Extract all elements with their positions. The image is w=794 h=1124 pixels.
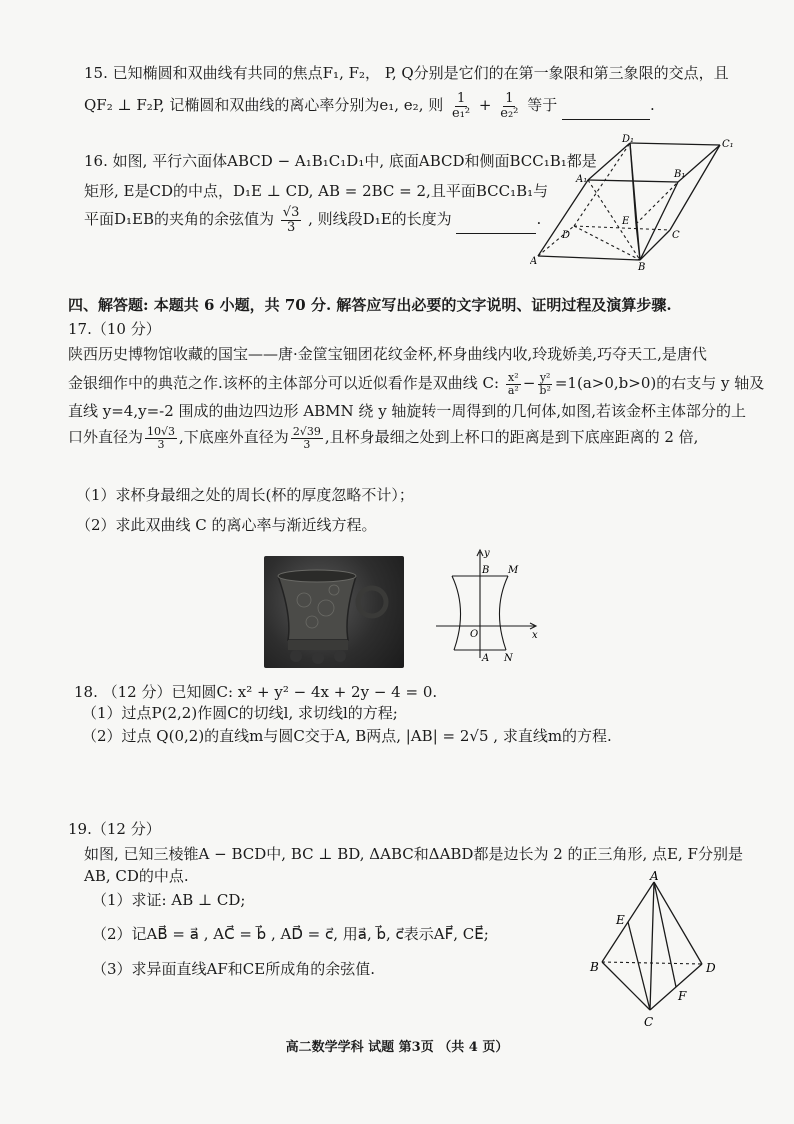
q17-label-M: M bbox=[508, 565, 519, 576]
q18-header: 18. （12 分）已知圆C: x² + y² − 4x + 2y − 4 = 0. bbox=[74, 683, 438, 701]
q19-label-C: C bbox=[644, 1015, 654, 1028]
q17-text-1: 陕西历史博物馆收藏的国宝——唐·金筐宝钿团花纹金杯,杯身曲线内收,玲珑娇美,巧夺天工,是唐代 bbox=[68, 345, 707, 363]
q17-label-B: B bbox=[482, 565, 490, 576]
q17-label-N: N bbox=[504, 653, 513, 662]
q19-label-B: B bbox=[590, 960, 599, 974]
q16-label-B: B bbox=[638, 262, 646, 272]
q17-eq-fraction-x: $\frac{\text{x²}}{\text{a²}}$ bbox=[507, 371, 519, 397]
q16-line3 bbox=[84, 206, 541, 234]
q17-label-A: A bbox=[482, 653, 490, 662]
q17-text-4a: 口外直径为 bbox=[68, 428, 144, 447]
q17-axis-x: x bbox=[532, 630, 538, 641]
q16-label-C1: C₁ bbox=[722, 139, 734, 150]
q17-eq-minus: − bbox=[522, 374, 536, 393]
q16-answer-blank[interactable] bbox=[456, 219, 536, 234]
q15-number: 15. bbox=[84, 64, 108, 82]
q17-text-2b: =1(a>0,b>0)的右支与 y 轴及 bbox=[554, 374, 765, 393]
q16-text-3a: 平面D₁EB的夹角的余弦值为 bbox=[84, 210, 275, 229]
page-footer: 高二数学学科 试题 第3页 （共 4 页） bbox=[285, 1040, 509, 1055]
q17-sub-1: （1）求杯身最细之处的周长(杯的厚度忽略不计）； bbox=[76, 486, 414, 504]
q17-lower-diameter: $\frac{2√39}{3}$ bbox=[292, 425, 321, 451]
q15-period: . bbox=[649, 96, 655, 115]
q17-axis-y: y bbox=[484, 548, 490, 559]
q19-sub-1: （1）求证: AB ⊥ CD; bbox=[92, 891, 246, 909]
q16-text-1: 如图, 平行六面体ABCD − A₁B₁C₁D₁中, 底面ABCD和侧面BCC₁B₁都是 bbox=[112, 152, 597, 170]
q15-text-2b: 等于 bbox=[527, 96, 558, 115]
q16-label-B1: B₁ bbox=[674, 169, 686, 180]
q16-label-E: E bbox=[622, 216, 630, 227]
q19-label-F: F bbox=[678, 989, 687, 1003]
q17-eq-fraction-y: $\frac{\text{y²}}{\text{b²}}$ bbox=[539, 371, 551, 397]
q15-fraction-1: $\frac{1}{\text{e₁²}}$ bbox=[452, 91, 471, 121]
q19-label-E: E bbox=[616, 913, 625, 927]
q16-number: 16. bbox=[84, 152, 108, 170]
q16-fraction: $\frac{√3}{3}$ bbox=[282, 205, 300, 235]
q16-period: . bbox=[536, 210, 542, 229]
q15-plus: + bbox=[478, 96, 492, 115]
q19-sub-3: （3）求异面直线AF和CE所成角的余弦值. bbox=[92, 960, 375, 978]
q17-header: 17.（10 分） bbox=[68, 320, 161, 338]
q17-cup-photo bbox=[264, 556, 404, 668]
q17-sub-2: （2）求此双曲线 C 的离心率与渐近线方程。 bbox=[76, 516, 377, 534]
q18-sub-2: （2）过点 Q(0,2)的直线m与圆C交于A, B两点, |AB| = 2√5 , 求直线m的方程. bbox=[82, 727, 612, 745]
q17-hyperbola-figure bbox=[432, 546, 544, 662]
q19-label-D: D bbox=[706, 961, 716, 975]
q19-tetrahedron-figure bbox=[586, 868, 728, 1028]
q15-answer-blank[interactable] bbox=[562, 105, 650, 120]
gold-cup-icon bbox=[264, 556, 404, 668]
q19-header: 19.（12 分） bbox=[68, 820, 161, 838]
q15-line2 bbox=[84, 92, 655, 120]
q16-label-A1: A₁ bbox=[576, 174, 588, 185]
q17-line2 bbox=[68, 372, 764, 396]
q17-label-O: O bbox=[470, 629, 479, 640]
q16-text-3b: , 则线段D₁E的长度为 bbox=[308, 210, 452, 229]
q17-text-2a: 金银细作中的典范之作.该杯的主体部分可以近似看作是双曲线 C: bbox=[68, 374, 500, 393]
q17-text-3: 直线 y=4,y=-2 围成的曲边四边形 ABMN 绕 y 轴旋转一周得到的几何体,如图,若该金杯主体部分的上 bbox=[68, 402, 746, 420]
q19-label-A: A bbox=[650, 869, 659, 883]
q15-text-1: 已知椭圆和双曲线有共同的焦点F₁, F₂， P, Q分别是它们的在第一象限和第三象限的交点，且 bbox=[112, 64, 729, 82]
q16-label-D: D bbox=[562, 230, 571, 241]
q17-text-4b: ,下底座外直径为 bbox=[179, 428, 289, 447]
q19-text-1: 如图, 已知三棱锥A − BCD中, BC ⊥ BD, ΔABC和ΔABD都是边长为 2 的正三角形, 点E, F分别是 bbox=[84, 845, 743, 863]
q18-sub-1: （1）过点P(2,2)作圆C的切线l, 求切线l的方程; bbox=[82, 704, 398, 722]
q16-label-D1: D₁ bbox=[622, 134, 635, 145]
q16-parallelepiped-figure bbox=[530, 132, 766, 272]
section-4-header: 四、解答题: 本题共 6 小题，共 70 分. 解答应写出必要的文字说明、证明过程及演算步骤. bbox=[68, 296, 672, 314]
q16-label-C: C bbox=[672, 230, 680, 241]
q15-line1 bbox=[84, 64, 729, 82]
q19-text-2: AB, CD的中点. bbox=[84, 867, 189, 885]
q17-upper-diameter: $\frac{10√3}{3}$ bbox=[147, 425, 176, 451]
q17-text-4c: ,且杯身最细之处到上杯口的距离是到下底座距离的 2 倍, bbox=[324, 428, 699, 447]
q16-text-2: 矩形, E是CD的中点，D₁E ⊥ CD, AB = 2BC = 2,且平面BCC₁B₁与 bbox=[84, 182, 549, 200]
q15-text-2a: QF₂ ⊥ F₂P, 记椭圆和双曲线的离心率分别为e₁, e₂, 则 bbox=[84, 96, 444, 115]
q17-line4 bbox=[68, 426, 698, 450]
q15-fraction-2: $\frac{1}{\text{e₂²}}$ bbox=[500, 91, 519, 121]
q16-line1 bbox=[84, 152, 597, 170]
q19-sub-2: （2）记AB⃗ = a⃗ , AC⃗ = b⃗ , AD⃗ = c⃗, 用a⃗, b⃗, c⃗表示AF⃗, CE⃗; bbox=[92, 925, 489, 943]
q16-label-A: A bbox=[530, 256, 538, 267]
